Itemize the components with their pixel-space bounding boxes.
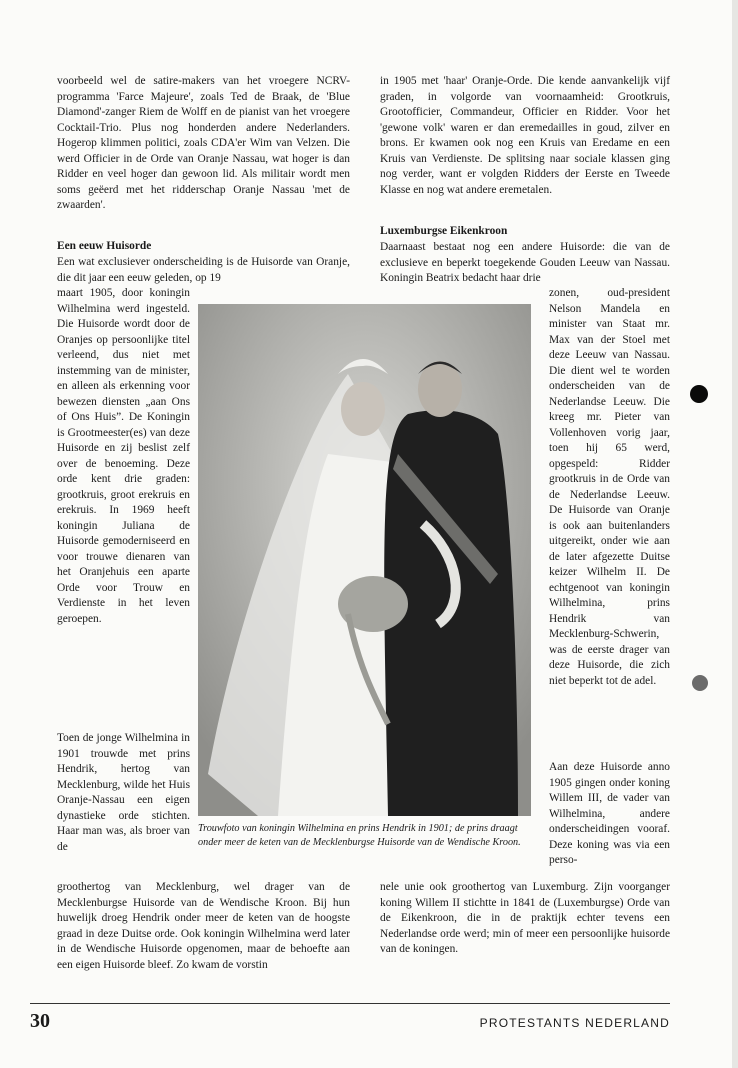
section-heading-huisorde: Een eeuw Huisorde [57, 240, 152, 252]
footer-divider [30, 1003, 670, 1004]
binder-hole-icon [690, 385, 708, 403]
paragraph-huisorde-intro: Een wat exclusiever onderscheiding is de Huisorde van Oranje, die dit jaar een eeuw geleden, op 19 [57, 256, 350, 284]
publication-name: PROTESTANTS NEDERLAND [479, 1016, 670, 1030]
wedding-photo [198, 304, 531, 816]
paragraph-leeuw-wrap: zonen, oud-president Nelson Mandela en minister van Staat mr. Max van der Stoel met deze Leeuw van Nassau. Die dient wel te worden onderscheiden van de Nederlandse Leeuw. Die kreeg mr. Pieter van Vollenhoven vorig jaar, toen hij 65 werd, opgespeld: Ridder grootkruis in de Orde van de Nederlandse Leeuw. De Huisorde van Oranje is ook aan buitenlanders uitgereikt, onder wie aan de later afgezette Duitse keizer Wilhelm II. De echtgenoot van koningin Wilhelmina, prins Hendrik van Mecklenburg-Schwerin, was de eerste drager van deze Huisorde, die zich niet beperkt tot de adel. [549, 287, 670, 687]
right-column-top: in 1905 met 'haar' Oranje-Orde. Die kende aanvankelijk vijf graden, in volgorde van voornaamheid: Grootkruis, Grootofficier, Commandeur, Officier en Ridder. Voor het 'gewone volk' waren er dan eremedailles in goud, zilver en brons. Er kwamen ook nog een Kruis van Eredame en een Kruis van Verdienste. De splitsing naar sociale klassen ging nog verder, want er volgden Ridders der Eerste en Tweede Klasse en nog wat andere eremetalen. [380, 75, 670, 196]
page-number: 30 [30, 1010, 50, 1032]
section-heading-eikenkroon: Luxemburgse Eikenkroon [380, 225, 508, 237]
binder-hole-icon [692, 675, 708, 691]
paragraph-wilhelmina-continued: groothertog van Mecklenburg, wel drager van de Mecklenburgse Huisorde van de Wendische Kroon. Bij hun huwelijk droeg Hendrik onder meer de keten van de hoogste graad in deze Duitse orde. Ook koningin Wilhelmina werd later in de Wendische Huisorde opgenomen, maar de behoefte aan een eigen Huisorde bleef. Zo kwam de vorstin [57, 881, 350, 971]
page-edge [732, 0, 738, 1068]
paragraph-wilhelmina-wrap: Toen de jonge Wilhelmina in 1901 trouwde met prins Hendrik, hertog van Mecklenburg, wilde het Huis Oranje-Nassau een eigen dynastieke orde stichten. Haar man was, als broer van de [57, 732, 190, 853]
paragraph-willem-wrap: Aan deze Huisorde anno 1905 gingen onder koning Willem III, de vader van Wilhelmina, andere onderscheidingen vooraf. Deze koning was via een perso- [549, 761, 670, 866]
paragraph: voorbeeld wel de satire-makers van het vroegere NCRV-programma 'Farce Majeure', zoals Ted de Braak, de 'Blue Diamond'-zanger Riem de Wolff en de pianist van het vroegere Cocktail-Trio. Plus nog honderden andere Nederlanders. Hogerop klimmen politici, zoals CDA'er Wim van Velzen. Die werd Officier in de Orde van Oranje Nassau, wat hoger is dan Ridder en veel hoger dan gewoon lid. Als militair wordt men soms geëerd met het ridderschap Oranje Nassau 'met de zwaarden'. [57, 75, 350, 211]
left-column-top [57, 74, 350, 214]
paragraph-eikenkroon-intro: Daarnaast bestaat nog een andere Huisorde: die van de exclusieve en beperkt toegekende Gouden Leeuw van Nassau. Koningin Beatrix bedacht haar drie [380, 241, 670, 284]
photo-caption: Trouwfoto van koningin Wilhelmina en prins Hendrik in 1901; de prins draagt onder meer de keten van de Mecklenburgse Huisorde van de Wendische Kroon. [198, 823, 521, 848]
paragraph-huisorde-wrap: maart 1905, door koningin Wilhelmina werd ingesteld. Die Huisorde wordt door de Oranjes op persoonlijke titel verleend, dus niet met instemming van de minister, en alleen als erkenning voor bewezen diensten „aan Ons of Ons Huis”. De Koningin is Grootmeester(es) van deze Huisorde en zij beslist zelf over de benoeming. Deze orde kent drie graden: grootkruis, groot erekruis en erekruis. In 1969 heeft koningin Juliana de Huisorde gemoderniseerd en voor trouwe dienaren van het Oranjehuis een aparte Orde voor Trouw en Verdienste in het leven geroepen. [57, 287, 190, 625]
wedding-photo-illustration [198, 304, 531, 816]
paragraph-luxemburg: nele unie ook groothertog van Luxemburg. Zijn voorganger koning Willem II stichtte in 1841 de (Luxemburgse) Orde van de Eikenkroon, die in de praktijk echter tevens een Nederlandse orde werd; min of meer een persoonlijke huisorde van de koningen. [380, 881, 670, 955]
